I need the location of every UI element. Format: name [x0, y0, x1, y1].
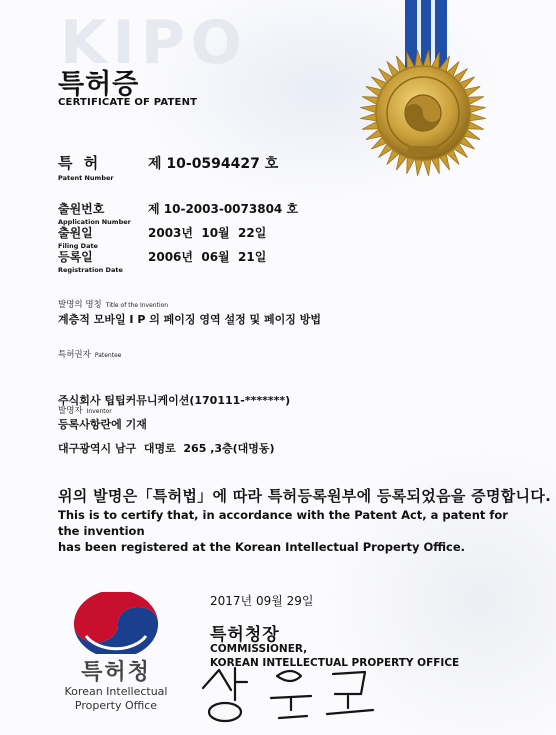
inventor-label [58, 404, 112, 416]
invention-label-en: Title of the Invention [105, 302, 169, 309]
signature-image [195, 660, 395, 730]
application-number-label: 출원번호 [58, 202, 105, 216]
patent-number-label-en: Patent Number [58, 174, 114, 182]
patent-number-label-group [58, 152, 114, 182]
certification-statement-en [58, 507, 528, 555]
commissioner-title: 특허청장 [210, 625, 280, 645]
inventor-label-en: Inventor [86, 408, 112, 415]
filing-date-value: 2003년 10월 22일 [148, 226, 267, 240]
office-logo-name: 특허청 [81, 660, 151, 685]
certification-statement-ko: 위의 발명은「특허법」에 따라 특허등록원부에 등록되었음을 증명합니다. [58, 487, 552, 505]
registration-date-label-en: Registration Date [58, 266, 123, 274]
filing-date-label-group [58, 224, 98, 250]
certificate-title: 특허증 [58, 69, 140, 100]
invention-label-ko: 발명의 명칭 [58, 300, 102, 310]
certification-en-line-2: has been registered at the Korean Intellectual Property Office. [58, 540, 466, 554]
patentee-address: 대구광역시 남구 대명로 265 ,3층(대명동) [58, 442, 275, 455]
office-logo-name-en [56, 685, 176, 713]
patentee-label-en: Patentee [94, 352, 122, 359]
application-number-label-en: Application Number [58, 218, 131, 226]
commissioner-en-line-2: KOREAN INTELLECTUAL PROPERTY OFFICE [210, 657, 460, 669]
patentee-label [58, 348, 121, 360]
patent-number-value: 제 10-0594427 호 [148, 156, 279, 172]
application-number-value: 제 10-2003-0073804 호 [148, 202, 299, 216]
patentee-label-ko: 특허권자 [58, 350, 91, 360]
filing-date-label: 출원일 [58, 226, 93, 240]
issue-date: 2017년 09월 29일 [210, 594, 314, 608]
filing-date-label-en: Filing Date [58, 242, 98, 250]
commissioner-en-line-1: COMMISSIONER, [210, 643, 308, 655]
registration-date-label: 등록일 [58, 250, 93, 264]
registration-date-label-group [58, 248, 123, 274]
inventor-value: 등록사항란에 기재 [58, 418, 147, 431]
patent-number-label: 특 허 [58, 154, 102, 172]
application-number-label-group [58, 200, 131, 226]
invention-title-value: 계층적 모바일 I P 의 페이징 영역 설정 및 페이징 방법 [58, 313, 321, 326]
registration-date-value: 2006년 06월 21일 [148, 250, 267, 264]
kipo-watermark: KIPO [60, 8, 248, 78]
taegeuk-emblem-icon [66, 592, 166, 654]
invention-label [58, 298, 168, 310]
certification-en-line-1: This is to certify that, in accordance with the Patent Act, a patent for the invention [58, 508, 508, 538]
gold-seal-icon [358, 48, 488, 178]
certificate-title-en: CERTIFICATE OF PATENT [58, 97, 198, 108]
office-logo-en-line-2: Property Office [74, 699, 158, 712]
patentee-name: 주식회사 팁팁커뮤니케이션(170111-*******) [58, 394, 291, 407]
office-logo-en-line-1: Korean Intellectual [64, 685, 168, 698]
inventor-label-ko: 발명자 [58, 406, 83, 416]
